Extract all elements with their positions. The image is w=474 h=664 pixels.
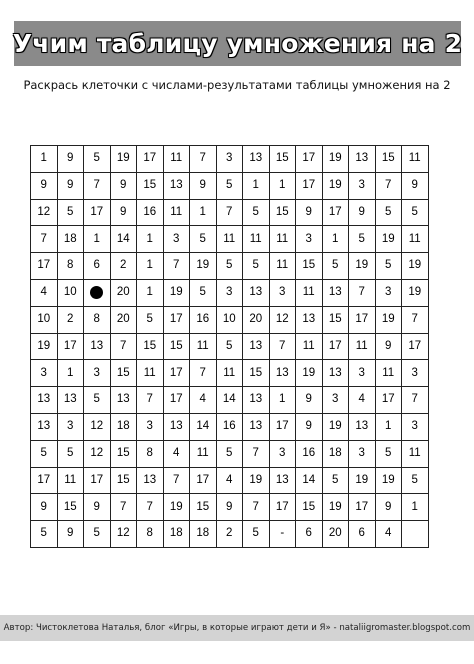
grid-cell[interactable]: 1 (322, 226, 349, 253)
grid-cell[interactable]: 5 (243, 521, 270, 548)
grid-cell[interactable]: 17 (375, 387, 402, 414)
grid-cell[interactable]: 9 (296, 413, 323, 440)
grid-cell[interactable]: 6 (349, 521, 376, 548)
grid-cell[interactable]: 4 (375, 521, 402, 548)
grid-cell[interactable]: 11 (375, 360, 402, 387)
grid-cell[interactable]: 20 (110, 279, 137, 306)
grid-cell[interactable]: 11 (402, 226, 429, 253)
grid-cell[interactable]: 5 (190, 226, 217, 253)
grid-cell[interactable]: 9 (375, 333, 402, 360)
grid-cell[interactable]: 13 (110, 387, 137, 414)
grid-cell[interactable]: 11 (349, 333, 376, 360)
grid-cell[interactable]: 19 (349, 467, 376, 494)
grid-cell[interactable]: 3 (322, 387, 349, 414)
grid-cell[interactable]: 15 (322, 306, 349, 333)
grid-cell[interactable]: 3 (402, 360, 429, 387)
grid-cell[interactable]: 3 (296, 226, 323, 253)
grid-cell[interactable]: 9 (216, 494, 243, 521)
grid-cell[interactable]: 11 (269, 253, 296, 280)
grid-cell[interactable]: 15 (269, 146, 296, 173)
grid-cell[interactable]: 7 (137, 387, 164, 414)
grid-cell[interactable]: 13 (31, 387, 58, 414)
grid-cell[interactable]: 5 (243, 253, 270, 280)
grid-cell[interactable]: 3 (402, 413, 429, 440)
grid-cell[interactable]: 7 (190, 146, 217, 173)
grid-cell[interactable]: 11 (402, 146, 429, 173)
grid-row (31, 146, 429, 173)
grid-cell[interactable]: 19 (31, 333, 58, 360)
grid-cell[interactable]: 9 (31, 494, 58, 521)
grid-row (31, 387, 429, 414)
grid-cell[interactable]: 3 (31, 360, 58, 387)
grid-cell[interactable]: 4 (349, 387, 376, 414)
grid-row (31, 199, 429, 226)
grid-cell[interactable]: 11 (216, 226, 243, 253)
grid-row (31, 440, 429, 467)
grid-cell[interactable]: 19 (322, 494, 349, 521)
grid-cell[interactable]: 3 (375, 279, 402, 306)
grid-cell[interactable]: 20 (110, 306, 137, 333)
grid-cell[interactable]: 13 (31, 413, 58, 440)
grid-cell[interactable]: 1 (57, 360, 84, 387)
grid-row (31, 333, 429, 360)
grid-cell[interactable]: 5 (84, 146, 111, 173)
grid-cell[interactable]: 12 (84, 413, 111, 440)
grid-cell[interactable]: 11 (269, 226, 296, 253)
grid-cell[interactable]: 1 (402, 494, 429, 521)
grid-cell[interactable]: 19 (190, 253, 217, 280)
grid-cell[interactable]: 19 (322, 413, 349, 440)
grid-cell[interactable]: 4 (216, 467, 243, 494)
grid-cell[interactable]: 5 (402, 467, 429, 494)
grid-cell[interactable]: 1 (375, 413, 402, 440)
grid-cell[interactable]: 5 (375, 440, 402, 467)
grid-cell[interactable]: 5 (216, 440, 243, 467)
grid-cell[interactable]: 3 (349, 172, 376, 199)
grid-cell[interactable]: 5 (322, 253, 349, 280)
grid-cell[interactable]: 5 (57, 199, 84, 226)
grid-cell[interactable]: 13 (322, 360, 349, 387)
grid-cell[interactable]: 1 (269, 172, 296, 199)
grid-cell[interactable]: 1 (31, 146, 58, 173)
grid-cell[interactable]: 2 (57, 306, 84, 333)
grid-cell[interactable]: 5 (216, 253, 243, 280)
grid-cell[interactable]: 17 (190, 467, 217, 494)
grid-cell[interactable]: 5 (375, 253, 402, 280)
grid-cell[interactable]: 14 (216, 387, 243, 414)
grid-cell[interactable]: 17 (137, 146, 164, 173)
grid-cell[interactable]: 5 (216, 172, 243, 199)
title-banner (14, 21, 461, 66)
grid-cell[interactable]: 4 (190, 387, 217, 414)
grid-cell[interactable]: 19 (375, 226, 402, 253)
grid-cell[interactable]: 11 (163, 146, 190, 173)
grid-cell[interactable]: 8 (57, 253, 84, 280)
grid-cell[interactable]: 13 (269, 360, 296, 387)
grid-cell[interactable]: 7 (163, 253, 190, 280)
grid-cell[interactable]: 14 (110, 226, 137, 253)
grid-cell[interactable]: 19 (322, 172, 349, 199)
grid-cell[interactable]: 8 (137, 521, 164, 548)
grid-row (31, 360, 429, 387)
grid-cell[interactable]: 11 (163, 199, 190, 226)
grid-cell[interactable]: 4 (31, 279, 58, 306)
grid-cell[interactable]: 7 (402, 387, 429, 414)
grid-cell[interactable]: 3 (349, 360, 376, 387)
grid-cell[interactable]: 9 (110, 172, 137, 199)
grid-cell[interactable]: 13 (243, 279, 270, 306)
grid-cell[interactable]: 17 (84, 199, 111, 226)
grid-cell[interactable]: 5 (402, 199, 429, 226)
grid-cell[interactable]: 11 (296, 279, 323, 306)
grid-row (31, 467, 429, 494)
grid-cell[interactable]: 8 (84, 306, 111, 333)
grid-cell[interactable]: 19 (110, 146, 137, 173)
grid-cell[interactable]: 9 (375, 494, 402, 521)
grid-cell[interactable]: 11 (216, 360, 243, 387)
grid-cell[interactable]: 18 (110, 413, 137, 440)
grid-cell[interactable]: 18 (57, 226, 84, 253)
grid-cell[interactable]: 9 (57, 172, 84, 199)
grid-cell[interactable]: 20 (243, 306, 270, 333)
grid-cell[interactable]: 4 (163, 440, 190, 467)
grid-cell[interactable]: 15 (296, 253, 323, 280)
grid-cell[interactable]: 15 (137, 333, 164, 360)
grid-cell[interactable]: 13 (243, 333, 270, 360)
grid-cell[interactable]: 3 (269, 279, 296, 306)
grid-cell[interactable]: 5 (31, 521, 58, 548)
grid-cell[interactable]: 13 (243, 146, 270, 173)
grid-cell[interactable]: 7 (31, 226, 58, 253)
grid-cell[interactable]: 19 (322, 146, 349, 173)
grid-cell[interactable]: 15 (269, 199, 296, 226)
grid-row (31, 279, 429, 306)
grid-cell[interactable]: 5 (31, 440, 58, 467)
grid-cell[interactable]: 12 (269, 306, 296, 333)
page-title: Учим таблицу умножения на 2 (12, 29, 463, 58)
grid-cell[interactable]: 13 (163, 413, 190, 440)
grid-row (31, 172, 429, 199)
grid-cell[interactable]: 16 (190, 306, 217, 333)
author-credit: Автор: Чистоклетова Наталья, блог «Игры, в которые играют дети и Я» - nataliigromaster.blogspot.com (3, 623, 471, 633)
grid-row (31, 413, 429, 440)
grid-cell[interactable]: 17 (296, 172, 323, 199)
grid-cell[interactable]: 7 (349, 279, 376, 306)
grid-cell[interactable]: 5 (349, 226, 376, 253)
grid-cell[interactable]: 1 (269, 387, 296, 414)
grid-cell[interactable]: 19 (402, 253, 429, 280)
grid-cell[interactable]: 17 (163, 360, 190, 387)
grid-cell[interactable]: 16 (216, 413, 243, 440)
grid-cell[interactable]: 9 (296, 387, 323, 414)
grid-cell[interactable]: 1 (190, 199, 217, 226)
grid-cell[interactable]: 9 (402, 172, 429, 199)
grid-cell[interactable]: 7 (216, 199, 243, 226)
grid-cell[interactable]: 5 (57, 440, 84, 467)
grid-cell[interactable]: 7 (110, 494, 137, 521)
grid-cell[interactable]: 5 (322, 467, 349, 494)
grid-cell[interactable]: 11 (402, 440, 429, 467)
grid-cell[interactable]: 16 (296, 440, 323, 467)
grid-cell[interactable]: 17 (31, 467, 58, 494)
grid-row (31, 521, 429, 548)
grid-cell[interactable]: 7 (375, 172, 402, 199)
grid-cell[interactable]: 17 (322, 199, 349, 226)
grid-cell[interactable]: 5 (375, 199, 402, 226)
grid-cell[interactable]: 7 (243, 440, 270, 467)
grid-cell[interactable]: 5 (137, 306, 164, 333)
grid-cell[interactable]: 3 (163, 226, 190, 253)
grid-cell[interactable]: 15 (296, 494, 323, 521)
grid-cell[interactable]: 17 (269, 494, 296, 521)
grid-cell[interactable]: 17 (84, 467, 111, 494)
grid-cell[interactable]: 19 (296, 360, 323, 387)
grid-cell[interactable]: 19 (375, 306, 402, 333)
black-dot-icon (90, 286, 103, 299)
grid-cell[interactable]: 6 (84, 253, 111, 280)
grid-cell[interactable]: 3 (269, 440, 296, 467)
grid-cell[interactable]: 5 (190, 279, 217, 306)
grid-cell[interactable]: 9 (296, 199, 323, 226)
grid-cell[interactable]: 7 (110, 333, 137, 360)
grid-cell[interactable]: 17 (322, 333, 349, 360)
grid-cell[interactable]: 10 (216, 306, 243, 333)
grid-row (31, 226, 429, 253)
grid-cell[interactable]: 7 (269, 333, 296, 360)
grid-cell[interactable]: 13 (137, 467, 164, 494)
grid-cell[interactable]: 10 (57, 279, 84, 306)
grid-cell[interactable]: 10 (31, 306, 58, 333)
grid-cell[interactable]: 15 (110, 440, 137, 467)
grid-cell[interactable]: 17 (163, 306, 190, 333)
grid-cell[interactable]: 15 (375, 146, 402, 173)
grid-cell[interactable]: 19 (243, 467, 270, 494)
grid-cell[interactable]: 5 (84, 521, 111, 548)
grid-cell[interactable]: 13 (84, 333, 111, 360)
grid-cell[interactable]: 3 (216, 279, 243, 306)
grid-cell[interactable]: 15 (110, 467, 137, 494)
grid-cell[interactable]: 7 (402, 306, 429, 333)
grid-cell[interactable]: 17 (269, 413, 296, 440)
grid-cell[interactable]: 9 (84, 494, 111, 521)
grid-row (31, 253, 429, 280)
grid-cell[interactable]: 15 (110, 360, 137, 387)
grid-cell[interactable]: 15 (190, 494, 217, 521)
grid-cell[interactable]: 15 (137, 172, 164, 199)
grid-cell[interactable]: 13 (349, 146, 376, 173)
grid-cell[interactable]: 11 (57, 467, 84, 494)
grid-cell[interactable]: 19 (163, 279, 190, 306)
grid-cell[interactable]: 8 (137, 440, 164, 467)
grid-cell[interactable] (402, 521, 429, 548)
grid-cell[interactable]: 13 (296, 306, 323, 333)
grid-cell[interactable]: 1 (84, 226, 111, 253)
grid-cell[interactable]: 17 (57, 333, 84, 360)
grid-cell[interactable]: 17 (31, 253, 58, 280)
grid-cell[interactable]: 13 (269, 467, 296, 494)
grid-cell[interactable]: 15 (163, 333, 190, 360)
grid-cell[interactable]: 17 (349, 494, 376, 521)
footer-bar (0, 615, 474, 641)
grid-cell[interactable]: 20 (322, 521, 349, 548)
grid-cell[interactable]: 17 (296, 146, 323, 173)
grid-cell[interactable]: 11 (243, 226, 270, 253)
grid-cell[interactable]: 15 (57, 494, 84, 521)
grid-cell[interactable]: 9 (110, 199, 137, 226)
grid-cell[interactable]: - (269, 521, 296, 548)
grid-cell[interactable]: 11 (190, 440, 217, 467)
grid-cell[interactable]: 9 (31, 172, 58, 199)
grid-cell[interactable]: 19 (163, 494, 190, 521)
grid-cell[interactable]: 17 (163, 387, 190, 414)
grid-cell[interactable]: 17 (402, 333, 429, 360)
grid-row (31, 494, 429, 521)
grid-cell[interactable]: 18 (190, 521, 217, 548)
grid-cell[interactable]: 7 (190, 360, 217, 387)
grid-cell[interactable]: 3 (349, 440, 376, 467)
grid-cell[interactable]: 6 (296, 521, 323, 548)
grid-cell[interactable]: 2 (216, 521, 243, 548)
grid-row (31, 306, 429, 333)
grid-cell[interactable]: 1 (137, 226, 164, 253)
grid-cell[interactable] (84, 279, 111, 306)
grid-cell[interactable]: 1 (137, 279, 164, 306)
grid-cell[interactable]: 13 (243, 413, 270, 440)
grid-cell[interactable]: 13 (243, 387, 270, 414)
grid-cell[interactable]: 12 (31, 199, 58, 226)
grid-cell[interactable]: 13 (163, 172, 190, 199)
grid-cell[interactable]: 9 (349, 199, 376, 226)
grid-cell[interactable]: 16 (137, 199, 164, 226)
grid-cell[interactable]: 3 (216, 146, 243, 173)
grid-cell[interactable]: 2 (110, 253, 137, 280)
grid-cell[interactable]: 7 (84, 172, 111, 199)
grid-cell[interactable]: 3 (84, 360, 111, 387)
grid-cell[interactable]: 7 (137, 494, 164, 521)
number-grid (30, 145, 429, 548)
grid-cell[interactable]: 19 (349, 253, 376, 280)
grid-cell[interactable]: 5 (216, 333, 243, 360)
grid-cell[interactable]: 14 (296, 467, 323, 494)
grid-cell[interactable]: 11 (190, 333, 217, 360)
grid-cell[interactable]: 1 (243, 172, 270, 199)
grid-cell[interactable]: 11 (296, 333, 323, 360)
grid-cell[interactable]: 5 (84, 387, 111, 414)
grid-cell[interactable]: 1 (137, 253, 164, 280)
grid-cell[interactable]: 12 (84, 440, 111, 467)
grid-cell[interactable]: 19 (402, 279, 429, 306)
grid-cell[interactable]: 17 (349, 306, 376, 333)
grid-cell[interactable]: 7 (243, 494, 270, 521)
grid-cell[interactable]: 18 (163, 521, 190, 548)
grid-cell[interactable]: 18 (322, 440, 349, 467)
grid-cell[interactable]: 5 (243, 199, 270, 226)
grid-cell[interactable]: 15 (243, 360, 270, 387)
grid-cell[interactable]: 12 (110, 521, 137, 548)
grid-cell[interactable]: 13 (349, 413, 376, 440)
grid-cell[interactable]: 3 (57, 413, 84, 440)
grid-cell[interactable]: 9 (190, 172, 217, 199)
grid-cell[interactable]: 9 (57, 521, 84, 548)
grid-cell[interactable]: 11 (137, 360, 164, 387)
grid-cell[interactable]: 13 (57, 387, 84, 414)
grid-cell[interactable]: 7 (163, 467, 190, 494)
grid-cell[interactable]: 3 (137, 413, 164, 440)
grid-cell[interactable]: 14 (190, 413, 217, 440)
grid-cell[interactable]: 9 (57, 146, 84, 173)
grid-cell[interactable]: 19 (375, 467, 402, 494)
grid-cell[interactable]: 13 (322, 279, 349, 306)
instruction-text: Раскрась клеточки с числами-результатами таблицы умножения на 2 (23, 78, 451, 92)
